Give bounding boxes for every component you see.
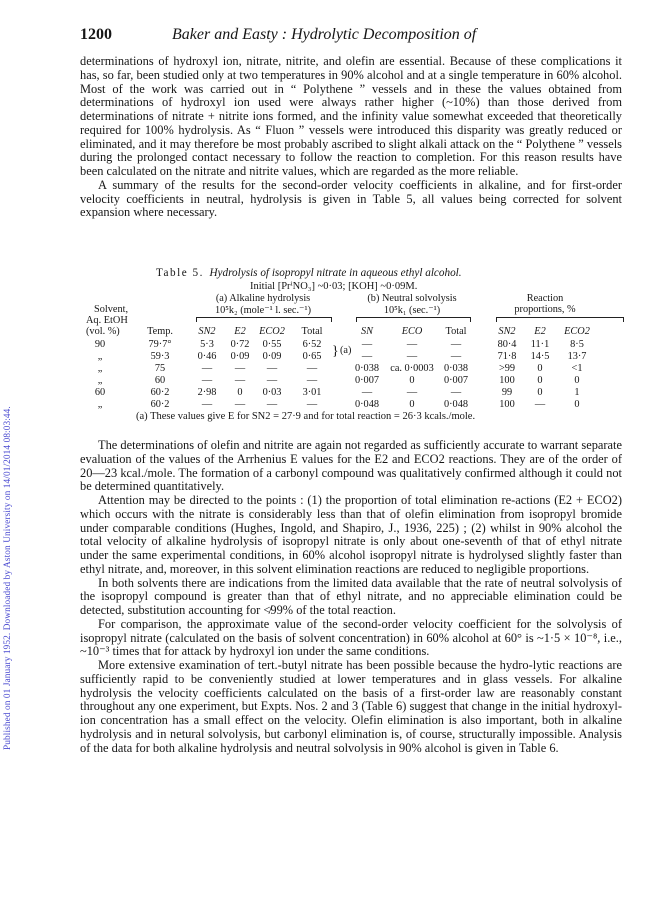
cell: — [306,375,318,386]
cell: — [306,363,318,374]
cell: „ [97,363,103,374]
cell: 0 [537,375,543,386]
cell: 0·007 [443,375,469,386]
cell: — [201,399,213,410]
cell: 0 [574,375,580,386]
brace-proportions [496,317,624,322]
cell: 0 [537,363,543,374]
cell: >99 [498,363,516,374]
cell: 0·65 [302,351,322,362]
cell: — [406,351,418,362]
cell: — [266,363,278,374]
cell: — [234,363,246,374]
cell: 0·09 [262,351,282,362]
cell: 0 [237,387,243,398]
paragraph: More extensive examination of tert.-butyl nitrate has been possible because the hydro-lytic reactions are sufficiently rapid to be conveniently studied at lower temperatures and in glass vessels. For alkaline hydrolysis the velocity coefficients calculated on the basis of a first-order law are reasonably constant throughout any one experiment, but Expts. Nos. 2 and 3 (Table 6) suggest that change in the initial hydroxyl-ion concentration has a small effect on the velocity. Olefin elimination is also important, both in alkaline hydrolysis and in netural solvolysis, but carbonyl elimination is, of course, structurally impossible. Analysis of the data for both alkaline hydrolysis and neutral solvolysis in 90% alcohol is given in Table 6. [80,658,622,755]
cell: 0·09 [230,351,250,362]
table-footnote: (a) These values give E for SN2 = 27·9 and for total reaction = 26·3 kcals./mole. [136,411,476,422]
cell: <1 [571,363,583,374]
cell: — [450,387,462,398]
cell: 0·038 [354,363,380,374]
running-title: Baker and Easty : Hydrolytic Decomposition of [172,26,477,43]
paragraph: In both solvents there are indications from the limited data available that the rate of neutral solvolysis of the isopropyl compound is greater than that of ethyl nitrate, and no appreciable elimination could be detected, substitution accounting for ≮99% of the total reaction. [80,575,622,617]
page-number: 1200 [80,26,112,43]
cell: 100 [499,375,515,386]
cell: ca. 0·0003 [390,363,434,374]
cell: — [534,399,546,410]
brace-alkaline [196,317,332,322]
column-header: Total [301,326,323,337]
cell: 0·03 [262,387,282,398]
column-header: Temp. [147,326,173,337]
cell: — [450,351,462,362]
cell: 60 [154,375,166,386]
brace-note: (a) [340,345,352,356]
paragraph: Attention may be directed to the points : (1) the proportion of total elimination re-actions (E2 + ECO2) which occurs with the nitrate is considerably less than that of olefin elimination from isopropyl bromide under comparable conditions (Hughes, Ingold, and Shapiro, J., 1936, 225) ; (2) whilst in 90% alcohol the total velocity of alkaline hydrolysis of isopropyl nitrate is only about one-seventh of that of ethyl nitrate under the same experimental conditions, in 60% alcohol isopropyl nitrate is hydrolysed slightly faster than ethyl nitrate, and, moreover, in this solvent elimination reactions are reduced to negligible proportions. [80,493,622,576]
cell: — [266,375,278,386]
column-header: ECO2 [259,326,285,337]
paragraph: The determinations of olefin and nitrite are again not regarded as sufficiently accurate to warrant separate evaluation of the values of the Arrhenius E values for the E2 and ECO2 reactions. They are of the order of 20—23 kcal./mole. The formation of a carbonyl compound was qualitatively confirmed although it could not be determined quantitatively. [80,438,622,494]
table-initial-conditions: Initial [PrⁱNO₃] ~0·03; [KOH] ~0·09M. [250,281,418,292]
group-header-neutral: (b) Neutral solvolysis [367,293,457,304]
cell: — [361,387,373,398]
column-header: Total [445,326,467,337]
cell: 0 [537,387,543,398]
solvent-header: Solvent, [94,304,129,315]
column-header: SN2 [498,326,516,337]
watermark-text: Published on 01 January 1952. Downloaded by Aston University on 14/01/2014 08:03:44. [3,406,13,750]
column-header: SN [360,326,374,337]
cell: 3·01 [302,387,322,398]
body-text-bottom [80,439,622,755]
cell: 0·72 [230,339,250,350]
cell: 90 [94,339,106,350]
solvent-header: Aq. EtOH [86,315,128,326]
column-header: ECO2 [564,326,590,337]
cell: 1 [574,387,580,398]
group-units-alkaline: 10⁵k₂ (mole⁻¹ l. sec.⁻¹) [215,305,311,316]
cell: 8·5 [570,339,584,350]
brace-neutral [356,317,471,322]
cell: 11·1 [530,339,550,350]
cell: 14·5 [530,351,550,362]
cell: 71·8 [497,351,517,362]
cell: — [406,387,418,398]
cell: — [306,399,318,410]
cell: 0·038 [443,363,469,374]
cell: — [234,375,246,386]
cell: — [361,339,373,350]
cell: — [361,351,373,362]
cell: — [450,339,462,350]
cell: 5·3 [200,339,214,350]
paragraph: determinations of hydroxyl ion, nitrate, nitrite, and olefin are essential. Because of these complications it has, so far, been studied only at two temperatures in 90% alcohol and at a single temperature in 60% alcohol. Most of the work was carried out in “ Polythene ” vessels and in these the values obtained from determinations of hydroxyl ion used were always rather higher (~10%) than those derived from determinations of nitrate + nitrite ions formed, and the infinity value somewhat exceeded that theoretically required for 100% hydrolysis. As “ Fluon ” vessels were introduced this disparity was greatly reduced or eliminated, and it may therefore be most probably ascribed to slight alkali attack on the “ Polythene ” vessels during the prolonged contact necessary to follow the reaction to completion. For this reason results have been calculated on the nitrate and nitrite values, which are regarded as the more reliable. [80,54,622,178]
solvent-header: (vol. %) [86,326,120,337]
cell: — [201,375,213,386]
cell: — [201,363,213,374]
group-header-alkaline: (a) Alkaline hydrolysis [215,293,311,304]
cell: 0 [574,399,580,410]
column-header: SN2 [198,326,216,337]
cell: 60·2 [150,399,170,410]
column-header: ECO [401,326,423,337]
cell: 79·7° [148,339,172,350]
table-title: Hydrolysis of isopropyl nitrate in aqueous ethyl alcohol. [209,267,462,279]
group-header-proportions: Reaction [526,293,564,304]
cell: — [266,399,278,410]
cell: 60·2 [150,387,170,398]
cell: — [234,399,246,410]
cell: — [406,339,418,350]
cell: 0·048 [354,399,380,410]
cell: „ [97,399,103,410]
group-header-neutral-units: 10⁵k₁ (sec.⁻¹) [383,305,441,316]
cell: 75 [154,363,166,374]
table-label: Table 5. [156,267,204,279]
cell: 60 [94,387,106,398]
cell: 0·007 [354,375,380,386]
column-header: E2 [534,326,546,337]
cell: 13·7 [567,351,587,362]
cell: 80·4 [497,339,517,350]
cell: „ [97,375,103,386]
brace-symbol: } [332,344,339,359]
cell: 0·048 [443,399,469,410]
paragraph: A summary of the results for the second-order velocity coefficients in alkaline, and for first-order velocity coefficients in neutral, hydrolysis is given in Table 5, all values being corrected for solvent expansion where necessary. [80,177,622,220]
paragraph: For comparison, the approximate value of the second-order velocity coefficient for the solvolysis of isopropyl nitrate (calculated on the basis of solvent concentration) in 60% alcohol at 60° is ~1·5 × 10⁻⁸, i.e., ~10⁻³ times that for attack by hydroxyl ion under the same conditions. [80,616,622,659]
cell: 6·52 [302,339,322,350]
cell: 2·98 [197,387,217,398]
cell: 0 [409,375,415,386]
cell: 59·3 [150,351,170,362]
cell: „ [97,351,103,362]
cell: 99 [501,387,513,398]
group-header-proportions-units: proportions, % [514,304,576,315]
cell: 0 [409,399,415,410]
column-header: E2 [234,326,246,337]
cell: 0·46 [197,351,217,362]
cell: 0·55 [262,339,282,350]
cell: 100 [499,399,515,410]
